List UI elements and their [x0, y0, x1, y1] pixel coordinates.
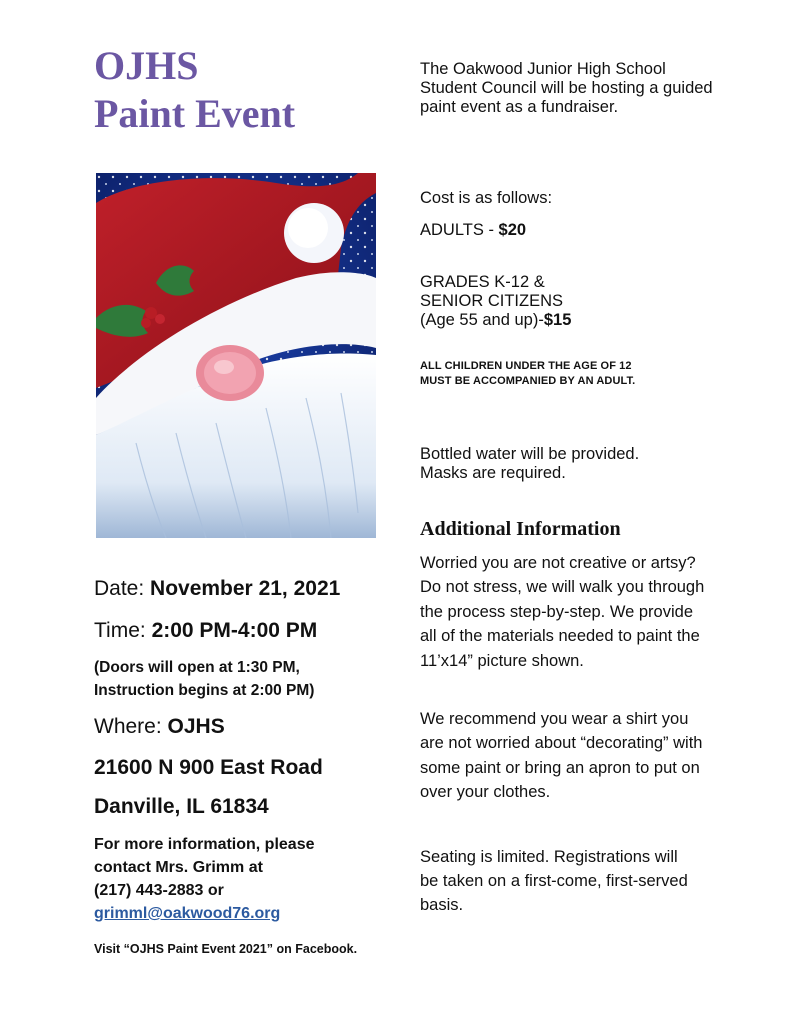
- title-line-1: OJHS: [94, 43, 199, 88]
- adults-label: ADULTS -: [420, 220, 499, 239]
- date-value: November 21, 2021: [150, 577, 341, 600]
- event-date: [94, 577, 394, 601]
- doors-line-2: Instruction begins at 2:00 PM): [94, 682, 315, 699]
- time-value: 2:00 PM-4:00 PM: [151, 619, 318, 642]
- adults-price: $20: [498, 220, 527, 239]
- event-time: [94, 619, 394, 643]
- doors-line-1: (Doors will open at 1:30 PM,: [94, 659, 300, 676]
- grades-cost: [420, 273, 720, 330]
- cost-heading: Cost is as follows:: [420, 188, 553, 207]
- where-label: Where:: [94, 715, 168, 738]
- grades-line-3: (Age 55 and up)-: [420, 310, 544, 329]
- water-note: [420, 445, 720, 483]
- title-line-2: Paint Event: [94, 91, 296, 136]
- contact-line-3: (217) 443-2883 or: [94, 882, 224, 899]
- contact-line-1: For more information, please: [94, 836, 315, 853]
- adults-cost: [420, 221, 720, 240]
- grades-line-1: GRADES K-12 &: [420, 272, 545, 291]
- children-note-line-1: ALL CHILDREN UNDER THE AGE OF 12: [420, 360, 632, 372]
- water-note-line-1: Bottled water will be provided.: [420, 444, 640, 463]
- additional-para-3: Seating is limited. Registrations will be taken on a first-come, first-served basis.: [420, 847, 688, 914]
- contact-info: [94, 833, 394, 925]
- email-link[interactable]: grimml@oakwood76.org: [94, 905, 281, 922]
- additional-info-heading: Additional Information: [420, 518, 621, 540]
- gnome-painting-image: [96, 173, 376, 538]
- page-title: [94, 42, 295, 138]
- contact-line-2: contact Mrs. Grimm at: [94, 859, 263, 876]
- facebook-note: Visit “OJHS Paint Event 2021” on Facebook.: [94, 942, 358, 956]
- grades-price: $15: [543, 310, 572, 329]
- event-location: [94, 715, 394, 739]
- address-line-2: Danville, IL 61834: [94, 795, 269, 818]
- water-note-line-2: Masks are required.: [420, 463, 566, 482]
- address-line-1: 21600 N 900 East Road: [94, 756, 323, 779]
- time-label: Time:: [94, 619, 152, 642]
- where-value: OJHS: [167, 715, 225, 738]
- children-note: [420, 359, 720, 389]
- grades-line-2: SENIOR CITIZENS: [420, 291, 564, 310]
- intro-text: The Oakwood Junior High School Student Council will be hosting a guided paint event as a fundraiser.: [420, 59, 713, 116]
- children-note-line-2: MUST BE ACCOMPANIED BY AN ADULT.: [420, 375, 636, 387]
- additional-para-2: We recommend you wear a shirt you are not worried about “decorating” with some paint or bring an apron to put on over your clothes.: [420, 709, 703, 801]
- doors-note: [94, 656, 394, 702]
- additional-para-1: Worried you are not creative or artsy? Do not stress, we will walk you through the process step-by-step. We provide all of the materials needed to paint the 11’x14” picture shown.: [420, 553, 705, 670]
- date-label: Date:: [94, 577, 151, 600]
